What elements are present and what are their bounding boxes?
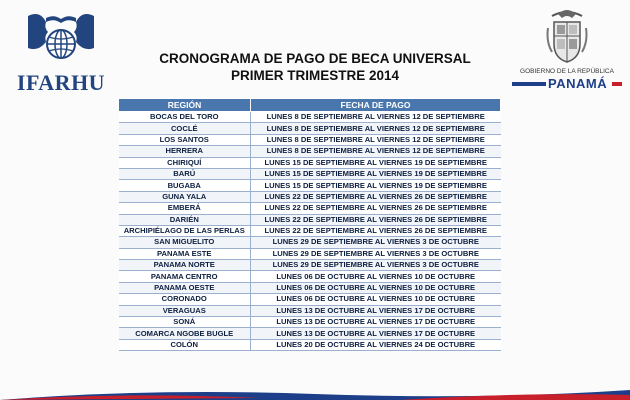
region-cell: EMBERÁ xyxy=(119,203,251,214)
table-row xyxy=(119,180,501,191)
date-cell: LUNES 22 DE SEPTIEMBRE AL VIERNES 26 DE SEPTIEMBRE xyxy=(251,191,501,202)
date-cell: LUNES 8 DE SEPTIEMBRE AL VIERNES 12 DE SEPTIEMBRE xyxy=(251,123,501,134)
table-row xyxy=(119,305,501,316)
table-row xyxy=(119,282,501,293)
document-title xyxy=(130,50,500,84)
column-header-fecha: FECHA DE PAGO xyxy=(251,99,501,112)
ifarhu-logo xyxy=(6,8,116,96)
region-cell: PANAMA ESTE xyxy=(119,248,251,259)
table-row xyxy=(119,317,501,328)
gobierno-subtitle: GOBIERNO DE LA REPÚBLICA xyxy=(520,68,614,75)
region-cell: HERRERA xyxy=(119,146,251,157)
region-cell: ARCHIPIÉLAGO DE LAS PERLAS xyxy=(119,225,251,236)
table-row xyxy=(119,157,501,168)
table-row xyxy=(119,203,501,214)
region-cell: DARIÉN xyxy=(119,214,251,225)
panama-coat-of-arms-icon xyxy=(546,8,588,66)
table-row xyxy=(119,248,501,259)
panama-wordmark xyxy=(508,76,626,92)
table-row xyxy=(119,271,501,282)
date-cell: LUNES 8 DE SEPTIEMBRE AL VIERNES 12 DE SEPTIEMBRE xyxy=(251,146,501,157)
gobierno-panama-logo xyxy=(508,6,626,96)
table-row xyxy=(119,112,501,123)
region-cell: COCLÉ xyxy=(119,123,251,134)
table-row xyxy=(119,214,501,225)
region-cell: PANAMA NORTE xyxy=(119,260,251,271)
date-cell: LUNES 29 DE SEPTIEMBRE AL VIERNES 3 DE OCTUBRE xyxy=(251,248,501,259)
table-row xyxy=(119,339,501,350)
date-cell: LUNES 15 DE SEPTIEMBRE AL VIERNES 19 DE SEPTIEMBRE xyxy=(251,157,501,168)
region-cell: BARÚ xyxy=(119,168,251,179)
region-cell: SAN MIGUELITO xyxy=(119,237,251,248)
region-cell: VERAGUAS xyxy=(119,305,251,316)
date-cell: LUNES 15 DE SEPTIEMBRE AL VIERNES 19 DE SEPTIEMBRE xyxy=(251,180,501,191)
table-header-row xyxy=(119,99,501,112)
date-cell: LUNES 20 DE OCTUBRE AL VIERNES 24 DE OCTUBRE xyxy=(251,339,501,350)
region-cell: CORONADO xyxy=(119,294,251,305)
payment-schedule-table xyxy=(118,98,501,351)
date-cell: LUNES 29 DE SEPTIEMBRE AL VIERNES 3 DE OCTUBRE xyxy=(251,260,501,271)
date-cell: LUNES 29 DE SEPTIEMBRE AL VIERNES 3 DE OCTUBRE xyxy=(251,237,501,248)
region-cell: CHIRIQUÍ xyxy=(119,157,251,168)
region-cell: COLÓN xyxy=(119,339,251,350)
date-cell: LUNES 22 DE SEPTIEMBRE AL VIERNES 26 DE SEPTIEMBRE xyxy=(251,203,501,214)
title-line-2: PRIMER TRIMESTRE 2014 xyxy=(230,68,400,83)
date-cell: LUNES 15 DE SEPTIEMBRE AL VIERNES 19 DE SEPTIEMBRE xyxy=(251,168,501,179)
region-cell: PANAMA OESTE xyxy=(119,282,251,293)
region-cell: COMARCA NGOBE BUGLE xyxy=(119,328,251,339)
region-cell: LOS SANTOS xyxy=(119,134,251,145)
date-cell: LUNES 8 DE SEPTIEMBRE AL VIERNES 12 DE SEPTIEMBRE xyxy=(251,112,501,123)
date-cell: LUNES 06 DE OCTUBRE AL VIERNES 10 DE OCTUBRE xyxy=(251,271,501,282)
region-cell: SONÁ xyxy=(119,317,251,328)
date-cell: LUNES 13 DE OCTUBRE AL VIERNES 17 DE OCTUBRE xyxy=(251,328,501,339)
ifarhu-globe-icon xyxy=(24,8,98,70)
table-row xyxy=(119,260,501,271)
table-row xyxy=(119,123,501,134)
column-header-region: REGIÓN xyxy=(119,99,251,112)
region-cell: PANAMA CENTRO xyxy=(119,271,251,282)
date-cell: LUNES 13 DE OCTUBRE AL VIERNES 17 DE OCTUBRE xyxy=(251,305,501,316)
table-row xyxy=(119,191,501,202)
table-row xyxy=(119,225,501,236)
title-line-1: CRONOGRAMA DE PAGO DE BECA UNIVERSAL xyxy=(159,51,471,66)
table-row xyxy=(119,328,501,339)
region-cell: BUGABA xyxy=(119,180,251,191)
decorative-bottom-band xyxy=(0,386,630,400)
blue-bar xyxy=(512,82,546,86)
date-cell: LUNES 06 DE OCTUBRE AL VIERNES 10 DE OCTUBRE xyxy=(251,294,501,305)
date-cell: LUNES 8 DE SEPTIEMBRE AL VIERNES 12 DE SEPTIEMBRE xyxy=(251,134,501,145)
table-row xyxy=(119,134,501,145)
region-cell: BOCAS DEL TORO xyxy=(119,112,251,123)
table-row xyxy=(119,146,501,157)
red-bar xyxy=(612,82,622,86)
date-cell: LUNES 06 DE OCTUBRE AL VIERNES 10 DE OCTUBRE xyxy=(251,282,501,293)
date-cell: LUNES 13 DE OCTUBRE AL VIERNES 17 DE OCTUBRE xyxy=(251,317,501,328)
date-cell: LUNES 22 DE SEPTIEMBRE AL VIERNES 26 DE SEPTIEMBRE xyxy=(251,225,501,236)
date-cell: LUNES 22 DE SEPTIEMBRE AL VIERNES 26 DE SEPTIEMBRE xyxy=(251,214,501,225)
table-row xyxy=(119,294,501,305)
region-cell: GUNA YALA xyxy=(119,191,251,202)
table-row xyxy=(119,168,501,179)
ifarhu-brand-text: IFARHU xyxy=(16,70,106,95)
panama-name: PANAMÁ xyxy=(548,76,608,91)
table-row xyxy=(119,237,501,248)
